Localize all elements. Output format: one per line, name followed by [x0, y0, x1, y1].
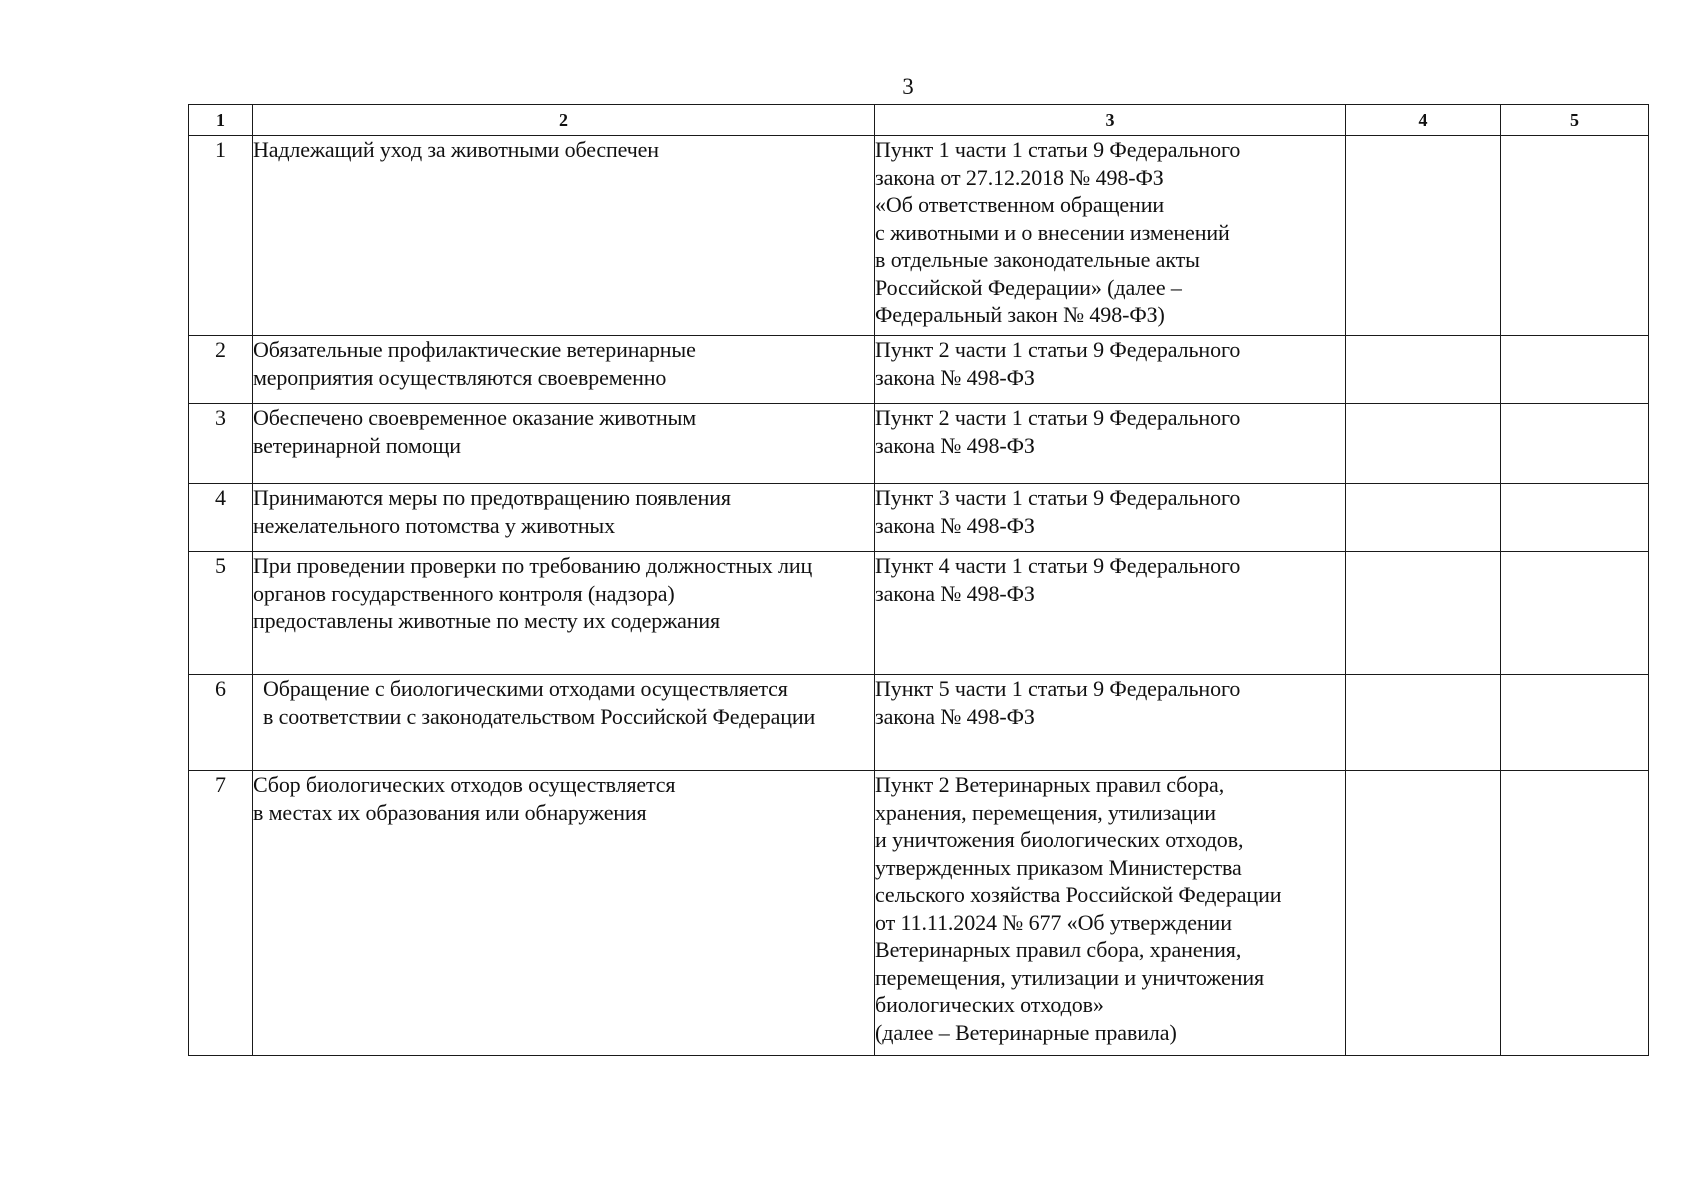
header-cell-3: 3 [875, 105, 1346, 136]
col4-cell [1346, 336, 1501, 404]
col4-cell [1346, 771, 1501, 1056]
row-number: 7 [189, 771, 253, 1056]
col5-cell [1501, 771, 1649, 1056]
reference-line: перемещения, утилизации и уничтожения [875, 964, 1265, 990]
col5-cell [1501, 484, 1649, 552]
col5-cell [1501, 675, 1649, 771]
reference-line: с животными и о внесении изменений [875, 219, 1230, 245]
reference-line: и уничтожения биологических отходов, [875, 827, 1244, 852]
row-number: 5 [189, 552, 253, 675]
reference-line: хранения, перемещения, утилизации [875, 799, 1216, 825]
requirement-line: При проведении проверки по требованию должностных лиц [253, 553, 813, 578]
table-row [189, 336, 1649, 404]
col4-cell [1346, 484, 1501, 552]
reference-cell [875, 336, 1346, 404]
requirement-line: органов государственного контроля (надзора) [253, 580, 675, 606]
col4-cell [1346, 675, 1501, 771]
table-row [189, 484, 1649, 552]
row-number: 6 [189, 675, 253, 771]
requirement-line: нежелательного потомства у животных [253, 512, 615, 538]
header-cell-5: 5 [1501, 105, 1649, 136]
requirement-line: мероприятия осуществляются своевременно [253, 364, 667, 390]
reference-line: закона № 498-ФЗ [875, 703, 1035, 729]
reference-line: Пункт 4 части 1 статьи 9 Федерального [875, 553, 1241, 578]
col5-cell [1501, 336, 1649, 404]
reference-line: биологических отходов» [875, 992, 1104, 1017]
reference-line: (далее – Ветеринарные правила) [875, 1019, 1177, 1045]
row-number: 1 [189, 136, 253, 336]
table-row [189, 771, 1649, 1056]
reference-line: Ветеринарных правил сбора, хранения, [875, 937, 1242, 962]
table-row [189, 675, 1649, 771]
col4-cell [1346, 404, 1501, 484]
reference-line: Российской Федерации» (далее – [875, 274, 1182, 300]
requirements-table [188, 104, 1649, 1056]
header-cell-2: 2 [253, 105, 875, 136]
row-number: 2 [189, 336, 253, 404]
reference-cell [875, 404, 1346, 484]
reference-line: утвержденных приказом Министерства [875, 854, 1242, 880]
reference-line: от 11.11.2024 № 677 «Об утверждении [875, 909, 1232, 935]
reference-line: закона № 498-ФЗ [875, 364, 1035, 390]
row-number: 3 [189, 404, 253, 484]
table-row [189, 136, 1649, 336]
reference-line: Федеральный закон № 498-ФЗ) [875, 302, 1165, 327]
table-row [189, 404, 1649, 484]
requirement-line: ветеринарной помощи [253, 432, 461, 458]
reference-line: Пункт 3 части 1 статьи 9 Федерального [875, 485, 1241, 510]
header-row [189, 105, 1649, 136]
reference-line: в отдельные законодательные акты [875, 247, 1200, 272]
requirement-line: Надлежащий уход за животными обеспечен [253, 137, 659, 162]
reference-cell [875, 552, 1346, 675]
requirement-line: Принимаются меры по предотвращению появления [253, 485, 731, 510]
row-number: 4 [189, 484, 253, 552]
requirement-cell [253, 484, 875, 552]
reference-line: закона № 498-ФЗ [875, 432, 1035, 458]
reference-line: Пункт 5 части 1 статьи 9 Федерального [875, 676, 1241, 701]
reference-cell [875, 484, 1346, 552]
reference-line: Пункт 1 части 1 статьи 9 Федерального [875, 137, 1241, 162]
header-cell-4: 4 [1346, 105, 1501, 136]
requirement-line: Обязательные профилактические ветеринарные [253, 337, 696, 362]
requirement-cell [253, 404, 875, 484]
requirement-line: в соответствии с законодательством Российской Федерации [263, 703, 816, 729]
requirement-cell [253, 552, 875, 675]
reference-line: Пункт 2 Ветеринарных правил сбора, [875, 772, 1225, 797]
reference-line: «Об ответственном обращении [875, 192, 1165, 217]
requirement-line: предоставлены животные по месту их содержания [253, 608, 720, 633]
requirement-cell [253, 136, 875, 336]
reference-line: Пункт 2 части 1 статьи 9 Федерального [875, 337, 1241, 362]
reference-cell [875, 136, 1346, 336]
requirement-cell [253, 771, 875, 1056]
reference-line: закона № 498-ФЗ [875, 580, 1035, 606]
requirement-cell [253, 336, 875, 404]
page-number: 3 [902, 74, 914, 99]
reference-cell [875, 675, 1346, 771]
table-row [189, 552, 1649, 675]
col4-cell [1346, 552, 1501, 675]
col5-cell [1501, 136, 1649, 336]
col5-cell [1501, 552, 1649, 675]
requirement-line: Обращение с биологическими отходами осуществляется [263, 676, 788, 701]
reference-line: закона от 27.12.2018 № 498-ФЗ [875, 164, 1164, 190]
requirement-line: в местах их образования или обнаружения [253, 799, 647, 825]
reference-line: закона № 498-ФЗ [875, 512, 1035, 538]
reference-cell [875, 771, 1346, 1056]
requirement-line: Сбор биологических отходов осуществляется [253, 772, 676, 797]
requirement-cell [253, 675, 875, 771]
reference-line: Пункт 2 части 1 статьи 9 Федерального [875, 405, 1241, 430]
col5-cell [1501, 404, 1649, 484]
reference-line: сельского хозяйства Российской Федерации [875, 882, 1282, 907]
header-cell-1: 1 [189, 105, 253, 136]
requirement-line: Обеспечено своевременное оказание животным [253, 405, 697, 430]
col4-cell [1346, 136, 1501, 336]
